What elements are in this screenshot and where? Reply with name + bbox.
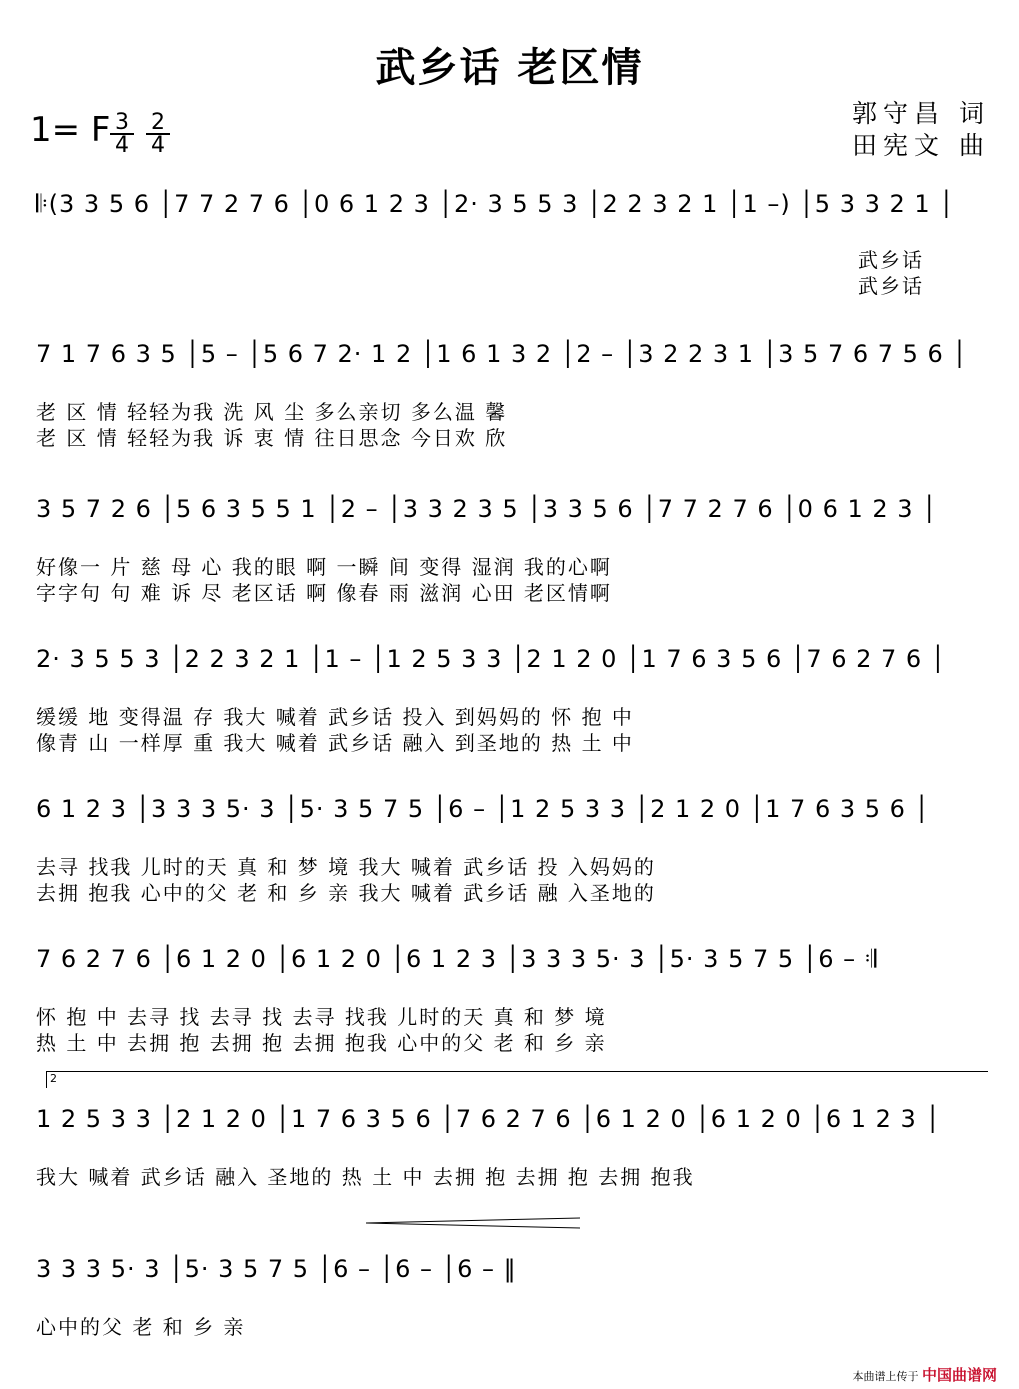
lyric-verse-1: 武乡话 xyxy=(858,248,924,272)
volta-label: 2 xyxy=(50,1072,57,1085)
lyric-verse-2: 热 土 中 去拥 抱 去拥 抱 去拥 抱我 心中的父 老 和 乡 亲 xyxy=(36,1031,607,1055)
notation-line: 7 1 7 6 3 5 │5 – │5 6 7 2· 1 2 │1 6 1 3 2 │2 – │3 2 2 3 1 │3 5 7 6 7 5 6 │ xyxy=(36,340,968,368)
time-den: 4 xyxy=(110,133,134,156)
song-title: 武乡话 老区情 xyxy=(375,45,644,91)
notation-line: 3 5 7 2 6 │5 6 3 5 5 1 │2 – │3 3 2 3 5 │3 3 5 6 │7 7 2 7 6 │0 6 1 2 3 │ xyxy=(36,495,938,523)
lyric-verse-1: 去寻 找我 儿时的天 真 和 梦 境 我大 喊着 武乡话 投 入妈妈的 xyxy=(36,855,656,879)
lyric-verse-2: 去拥 抱我 心中的父 老 和 乡 亲 我大 喊着 武乡话 融 入圣地的 xyxy=(36,881,656,905)
lyric-verse-1: 老 区 情 轻轻为我 洗 风 尘 多么亲切 多么温 馨 xyxy=(36,400,508,424)
key-signature: 1= F xyxy=(30,110,111,150)
lyric-verse-1: 心中的父 老 和 乡 亲 xyxy=(36,1315,246,1339)
footer-watermark xyxy=(852,1364,997,1385)
lyric-verse-1: 缓缓 地 变得温 存 我大 喊着 武乡话 投入 到妈妈的 怀 抱 中 xyxy=(36,705,634,729)
site-logo: 中国曲谱网 xyxy=(921,1366,997,1384)
notation-line: 3 3 3 5· 3 │5· 3 5 7 5 │6 – │6 – │6 – ‖ xyxy=(36,1255,517,1283)
notation-line: 6 1 2 3 │3 3 3 5· 3 │5· 3 5 7 5 │6 – │1 2 5 3 3 │2 1 2 0 │1 7 6 3 5 6 │ xyxy=(36,795,930,823)
notation-line: 7 6 2 7 6 │6 1 2 0 │6 1 2 0 │6 1 2 3 │3 3 3 5· 3 │5· 3 5 7 5 │6 – 𝄇 xyxy=(36,945,878,973)
time-den: 4 xyxy=(146,133,170,156)
lyric-verse-1: 好像一 片 慈 母 心 我的眼 啊 一瞬 间 变得 湿润 我的心啊 xyxy=(36,555,612,579)
lyricist-credit: 郭守昌 词 xyxy=(852,99,990,128)
lyric-verse-1: 我大 喊着 武乡话 融入 圣地的 热 土 中 去拥 抱 去拥 抱 去拥 抱我 xyxy=(36,1165,695,1189)
lyric-verse-2: 武乡话 xyxy=(858,274,924,298)
time-num: 3 xyxy=(115,110,129,135)
footer-text: 本曲谱上传于 xyxy=(852,1370,919,1383)
lyric-verse-2: 老 区 情 轻轻为我 诉 衷 情 往日思念 今日欢 欣 xyxy=(36,426,508,450)
notation-line: 𝄆(3 3 5 6 │7 7 2 7 6 │0 6 1 2 3 │2· 3 5 5 3 │2 2 3 2 1 │1 –) │5 3 3 2 1 │ xyxy=(36,190,955,218)
notation-line: 1 2 5 3 3 │2 1 2 0 │1 7 6 3 5 6 │7 6 2 7 6 │6 1 2 0 │6 1 2 0 │6 1 2 3 │ xyxy=(36,1105,941,1133)
time-num: 2 xyxy=(151,110,165,135)
lyric-verse-1: 怀 抱 中 去寻 找 去寻 找 去寻 找我 儿时的天 真 和 梦 境 xyxy=(36,1005,607,1029)
notation-line: 2· 3 5 5 3 │2 2 3 2 1 │1 – │1 2 5 3 3 │2 1 2 0 │1 7 6 3 5 6 │7 6 2 7 6 │ xyxy=(36,645,947,673)
lyric-verse-2: 字字句 句 难 诉 尽 老区话 啊 像春 雨 滋润 心田 老区情啊 xyxy=(36,581,612,605)
composer-credit: 田宪文 曲 xyxy=(852,131,990,160)
lyric-verse-2: 像青 山 一样厚 重 我大 喊着 武乡话 融入 到圣地的 热 土 中 xyxy=(36,731,634,755)
